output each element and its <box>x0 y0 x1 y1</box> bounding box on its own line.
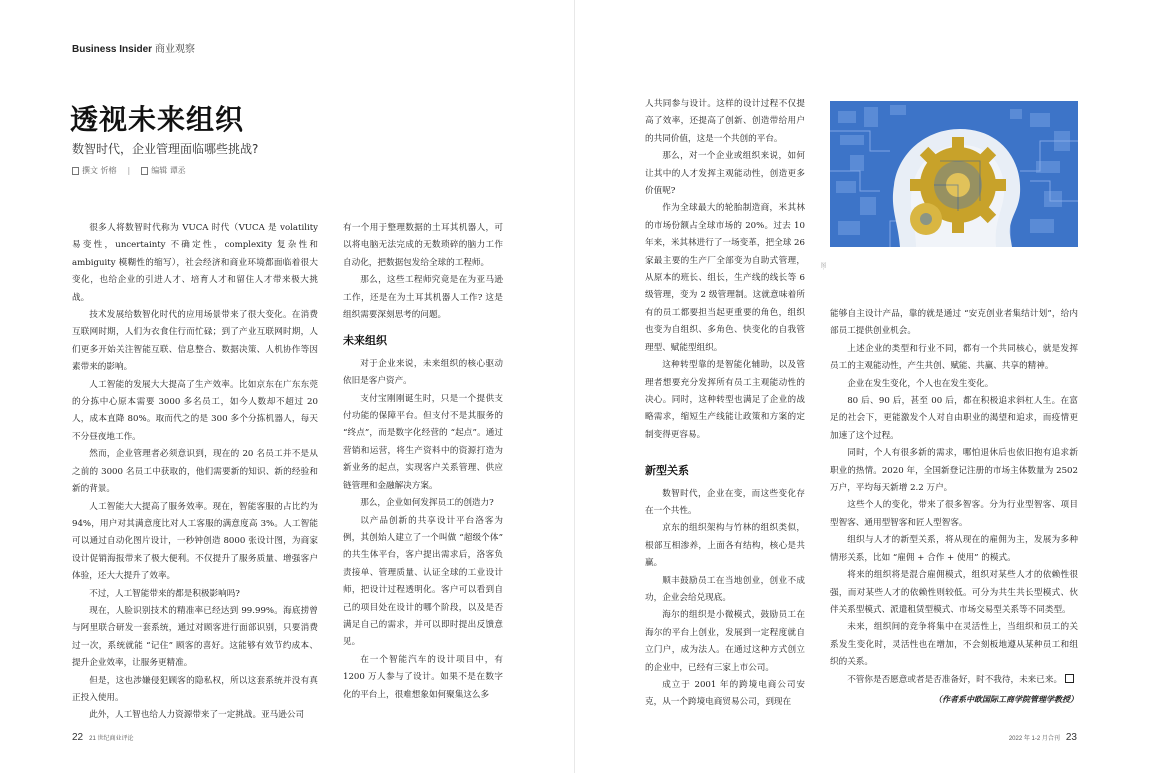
section-header <box>72 40 195 55</box>
paragraph: 支付宝刚刚诞生时，只是一个提供支付功能的保障平台。但支付不是其服务的 “终点”，而是数字化经营的 “起点”。通过营销和运营，将生产资料中的资源打造为新业务的起点，实现客户关系管理、供应链管理和金融解决方案。 <box>343 393 503 491</box>
paragraph: 未来，组织间的竞争将集中在灵活性上，当组织和员工的关系发生变化时，灵活性也在增加，不会刻板地遵从某种员工和组织的关系。 <box>830 622 1078 668</box>
paragraph: 80 后、90 后，甚至 00 后，都在积极追求斜杠人生。在富足的社会下，更能激发个人对自由职业的渴望和追求，而疫情更加速了这个过程。 <box>830 396 1078 441</box>
byline-editor: 编辑 谭丞 <box>151 166 186 175</box>
paragraph: 能够自主设计产品，靠的就是通过 “安克创业者集结计划”，给内部员工提供创业机会。 <box>830 309 1078 337</box>
article-title: 透视未来组织 <box>70 103 245 136</box>
byline-author: 撰文 忻榕 <box>82 166 117 175</box>
paragraph: 那么，企业如何发挥员工的创造力? <box>360 498 494 509</box>
paragraph: 现在，人脸识别技术的精准率已经达到 99.99%。海底捞曾与阿里联合研发一套系统，通过对顾客进行面部识别，只要消费过一次，系统就能 “记住” 顾客的喜好。这能够有效节约成本、提升企业效率，让服务更精准。 <box>72 605 318 669</box>
section-name-en: Business Insider <box>72 44 153 55</box>
paragraph: 很多人将数智时代称为 VUCA 时代（VUCA 是 volatility 易变性，uncertainty 不确定性，complexity 复杂性和 ambiguity 模糊性的缩写），社会经济和商业环境都面临着很大变化，也给企业的引进人才、培育人才和留住人才带来极大挑战。 <box>72 223 318 303</box>
footer-left <box>72 732 133 743</box>
publication-name: 21 世纪商业评论 <box>89 736 134 742</box>
section-heading-future-organization: 未来组织 <box>343 334 387 348</box>
pen-icon <box>141 167 148 175</box>
paragraph: 人工智能大大提高了服务效率。现在，智能客服的占比约为 94%，用户对其满意度比对人工客服的满意度高 3%。人工智能可以通过自动化图片设计，一秒钟创造 8000 张设计图，为商家设计促销海报带来了极大便利。不仅提升了服务质量、增强客户体验，还大大提升了效率。 <box>72 501 318 582</box>
paragraph: 企业在发生变化，个人也在发生变化。 <box>847 378 994 389</box>
byline-separator: | <box>127 166 131 175</box>
column-1 <box>72 220 318 725</box>
footer-right <box>1009 732 1077 743</box>
paragraph: 作为全球最大的轮胎制造商，米其林的市场份额占全球市场的 20%。过去 10 年来，米其林进行了一场变革，把全球 26 家最主要的生产厂全部变为自助式管理，从原本的班长、组长，生产线的线长等 6 级管理，变为 2 级管理制。这就意味着所有的员工都要担当起更重要的角色，组织也变为自组织、多角色、快变化的自我管理型、赋能型组织。 <box>645 203 805 353</box>
column-4 <box>830 306 1078 708</box>
paragraph: 同时，个人有很多新的需求，哪怕退休后也依旧抱有追求新职业的热情。2020 年，全国新登记注册的市场主体数量为 2502 万户，平均每天新增 2.2 万户。 <box>830 448 1078 494</box>
paragraph: 那么，对一个企业或组织来说，如何让其中的人才发挥主观能动性，创造更多价值呢? <box>645 151 805 197</box>
paragraph: 这些个人的变化，带来了很多智客。分为行业型智客、项目型智客、通用型智客和匠人型智客。 <box>830 500 1078 528</box>
paragraph: 那么，这些工程师究竟是在为亚马逊工作，还是在为土耳其机器人工作? 这是组织需要深刻思考的问题。 <box>343 275 503 321</box>
paragraph: 海尔的组织是小微模式，鼓励员工在海尔的平台上创业，发展到一定程度就自立门户，成为法人。在通过这种方式创立的企业中，已经有三家上市公司。 <box>645 610 805 673</box>
column-2 <box>343 220 503 704</box>
section-name-cn: 商业观察 <box>155 44 196 55</box>
issue-date: 2022 年 1-2 月合刊 <box>1008 736 1060 742</box>
paragraph: 人工智能的发展大大提高了生产效率。比如京东在广东东莞的分拣中心原本需要 3000 多名员工，如今人数却不超过 20 人，成本直降 80%。取而代之的是 300 多个分拣机器人，每天不分昼夜地工作。 <box>72 379 318 442</box>
article-subtitle: 数智时代，企业管理面临哪些挑战? <box>72 142 259 156</box>
paragraph: 然而，企业管理者必须意识到，现在的 20 名员工并不是从之前的 3000 名员工中获取的，他们需要新的知识、新的经验和新的背景。 <box>72 449 318 495</box>
paragraph: 上述企业的类型和行业不同，都有一个共同核心，就是发挥员工的主观能动性，产生共创、赋能、共赢、共享的精神。 <box>830 343 1078 372</box>
spread-gutter <box>574 0 575 773</box>
paragraph: 技术发展给数智化时代的应用场景带来了很大变化。在消费互联网时期，人们为衣食住行而忙碌；到了产业互联网时期，人们更多开始关注智能互联、信息整合、数据决策、人机协作等因素带来的影响。 <box>72 310 318 373</box>
paragraph: 京东的组织架构与竹林的组织类似，根部互相渗养，上面各有结构，核心是共赢。 <box>645 523 805 569</box>
paragraph: 不过，人工智能带来的都是积极影响吗? <box>89 588 240 599</box>
page-number-right: 23 <box>1065 732 1077 743</box>
paragraph: 在一个智能汽车的设计项目中，有 1200 万人参与了设计。如果不是在数字化的平台上，很难想象如何聚集这么多 <box>343 654 503 700</box>
paragraph: 将来的组织将是混合雇佣模式，组织对某些人才的依赖性很强，而对某些人才的依赖性则较低。可分为共生共长型模式、伙伴关系型模式、派遣租赁型模式、市场交易型关系等不同类型。 <box>830 570 1078 615</box>
paragraph: 这种转型靠的是智能化辅助，以及管理者想要充分发挥所有员工主观能动性的决心。同时，这种转型也满足了企业的战略需求，缩短生产线能让政策和方案的定制变得更容易。 <box>645 360 805 440</box>
paragraph: 此外，人工智也给人力资源带来了一定挑战。亚马逊公司 <box>89 710 305 721</box>
paragraph: 顺丰鼓励员工在当地创业，创业不成功，企业会给兑现底。 <box>645 575 805 603</box>
image-credit: 图· <box>819 262 826 270</box>
paragraph: 人共同参与设计。这样的设计过程不仅提高了效率，还提高了创新、创造带给用户的共同价值，这是一个共创的平台。 <box>645 99 805 144</box>
author-note: （作者系中欧国际工商学院管理学教授） <box>934 693 1078 704</box>
paragraph: 成立于 2001 年的跨境电商公司安克，从一个跨境电商贸易公司，到现在 <box>645 680 805 708</box>
paragraph: 以产品创新的共享设计平台洛客为例，其创始人建立了一个叫做 “超级个体” 的共生体平台，客户提出需求后，洛客负责接单、管理质量、认证全球的工业设计师，把设计过程透明化。客户可以看到自己的项目处在设计的哪个阶段，以及是否满足自己的需求，并可以即时提出反馈意见。 <box>343 515 503 648</box>
paragraph: 组织与人才的新型关系，将从现在的雇佣为主，发展为多种情形关系，比如 “雇佣 + 合作 + 使用” 的模式。 <box>830 535 1078 563</box>
paragraph: 但是，这也涉嫌侵犯顾客的隐私权，所以这套系统并没有真正投入使用。 <box>72 675 318 703</box>
section-heading-new-relations: 新型关系 <box>645 464 689 478</box>
column-3 <box>645 96 805 712</box>
paragraph: 有一个用于整理数据的土耳其机器人，可以将电脑无法完成的无数琐碎的脑力工作自动化，把数据包发给全球的工程师。 <box>343 223 503 268</box>
document-icon <box>72 167 79 175</box>
paragraph <box>830 672 1078 689</box>
byline <box>72 165 186 176</box>
closing-sentence: 不管你是否愿意或者是否准备好，时不我待，未来已来。 <box>847 674 1063 685</box>
end-mark-icon <box>1065 674 1074 683</box>
tech-human-head-gear-illustration <box>830 101 1078 247</box>
page-number-left: 22 <box>72 732 84 743</box>
paragraph: 对于企业来说，未来组织的核心驱动依旧是客户资产。 <box>343 358 503 387</box>
paragraph: 数智时代，企业在变，而这些变化存在一个共性。 <box>645 488 805 516</box>
